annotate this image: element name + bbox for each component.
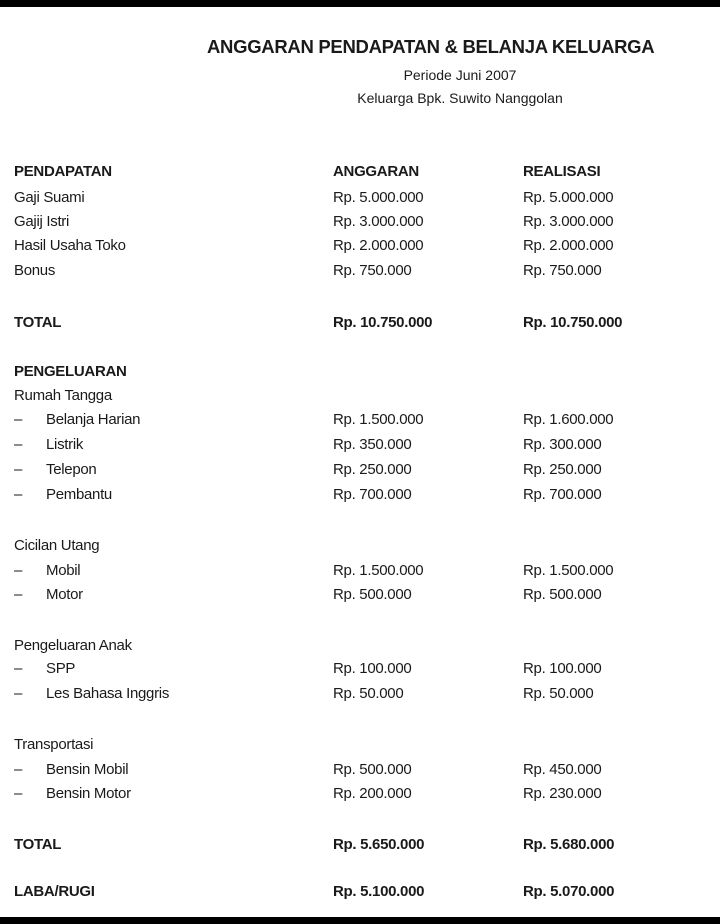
expense-item-budget: Rp. 250.000 — [333, 461, 412, 478]
expense-group-title: Pengeluaran Anak — [14, 637, 132, 654]
income-label: Hasil Usaha Toko — [14, 237, 126, 254]
income-budget: Rp. 5.000.000 — [333, 189, 424, 206]
expense-item-actual: Rp. 230.000 — [523, 785, 602, 802]
income-total-budget: Rp. 10.750.000 — [333, 314, 433, 331]
family-text: Keluarga Bpk. Suwito Nanggolan — [357, 90, 563, 106]
expense-item-budget: Rp. 50.000 — [333, 685, 404, 702]
profit-loss-label: LABA/RUGI — [14, 883, 95, 900]
income-total-label: TOTAL — [14, 314, 62, 331]
expense-item-budget: Rp. 200.000 — [333, 785, 412, 802]
income-label: Gaji Suami — [14, 189, 85, 206]
expense-item-budget: Rp. 1.500.000 — [333, 562, 424, 579]
income-budget: Rp. 3.000.000 — [333, 213, 424, 230]
expense-total-actual: Rp. 5.680.000 — [523, 836, 615, 853]
dash-mark: – — [14, 761, 23, 778]
bottom-border — [0, 917, 720, 924]
income-budget: Rp. 2.000.000 — [333, 237, 424, 254]
expense-item-budget: Rp. 500.000 — [333, 586, 412, 603]
income-budget: Rp. 750.000 — [333, 262, 412, 279]
income-actual: Rp. 5.000.000 — [523, 189, 614, 206]
expense-item-budget: Rp. 700.000 — [333, 486, 412, 503]
expense-total-label: TOTAL — [14, 836, 62, 853]
expense-item-label: – Pembantu — [14, 486, 112, 503]
column-header-budget: ANGGARAN — [333, 163, 419, 180]
expense-item-actual: Rp. 1.500.000 — [523, 562, 614, 579]
dash-mark: – — [14, 486, 23, 503]
dash-mark: – — [14, 436, 23, 453]
dash-mark: – — [14, 562, 23, 579]
expense-group-title: Transportasi — [14, 736, 94, 753]
expense-item-label: – Les Bahasa Inggris — [14, 685, 170, 702]
expense-item-budget: Rp. 100.000 — [333, 660, 412, 677]
top-border — [0, 0, 720, 7]
period-text: Periode Juni 2007 — [403, 67, 517, 83]
expense-item-label: – Motor — [14, 586, 83, 603]
expense-item-label: – Listrik — [14, 436, 84, 453]
document-title: ANGGARAN PENDAPATAN & BELANJA KELUARGA — [207, 36, 655, 57]
expense-group-title: Cicilan Utang — [14, 537, 100, 554]
income-label: Gajij Istri — [14, 213, 70, 230]
expense-item-label: – Bensin Motor — [14, 785, 131, 802]
expense-item-budget: Rp. 1.500.000 — [333, 411, 424, 428]
income-actual: Rp. 2.000.000 — [523, 237, 614, 254]
expense-item-actual: Rp. 450.000 — [523, 761, 602, 778]
income-actual: Rp. 3.000.000 — [523, 213, 614, 230]
expense-item-label: – Bensin Mobil — [14, 761, 129, 778]
expense-item-label: – Telepon — [14, 461, 97, 478]
expense-item-actual: Rp. 700.000 — [523, 486, 602, 503]
expense-item-actual: Rp. 100.000 — [523, 660, 602, 677]
expense-total-budget: Rp. 5.650.000 — [333, 836, 425, 853]
income-heading: PENDAPATAN — [14, 163, 112, 180]
column-header-actual: REALISASI — [523, 163, 601, 180]
dash-mark: – — [14, 586, 23, 603]
expense-heading: PENGELUARAN — [14, 363, 127, 380]
dash-mark: – — [14, 785, 23, 802]
dash-mark: – — [14, 660, 23, 677]
income-actual: Rp. 750.000 — [523, 262, 602, 279]
dash-mark: – — [14, 461, 23, 478]
profit-loss-actual: Rp. 5.070.000 — [523, 883, 615, 900]
profit-loss-budget: Rp. 5.100.000 — [333, 883, 425, 900]
expense-item-label: – SPP — [14, 660, 76, 677]
expense-item-actual: Rp. 500.000 — [523, 586, 602, 603]
expense-item-actual: Rp. 250.000 — [523, 461, 602, 478]
expense-item-budget: Rp. 350.000 — [333, 436, 412, 453]
income-total-actual: Rp. 10.750.000 — [523, 314, 623, 331]
expense-item-label: – Belanja Harian — [14, 411, 141, 428]
expense-item-actual: Rp. 300.000 — [523, 436, 602, 453]
expense-group-title: Rumah Tangga — [14, 387, 112, 404]
dash-mark: – — [14, 685, 23, 702]
expense-item-actual: Rp. 50.000 — [523, 685, 594, 702]
expense-item-label: – Mobil — [14, 562, 81, 579]
expense-item-actual: Rp. 1.600.000 — [523, 411, 614, 428]
income-label: Bonus — [14, 262, 56, 279]
expense-item-budget: Rp. 500.000 — [333, 761, 412, 778]
dash-mark: – — [14, 411, 23, 428]
